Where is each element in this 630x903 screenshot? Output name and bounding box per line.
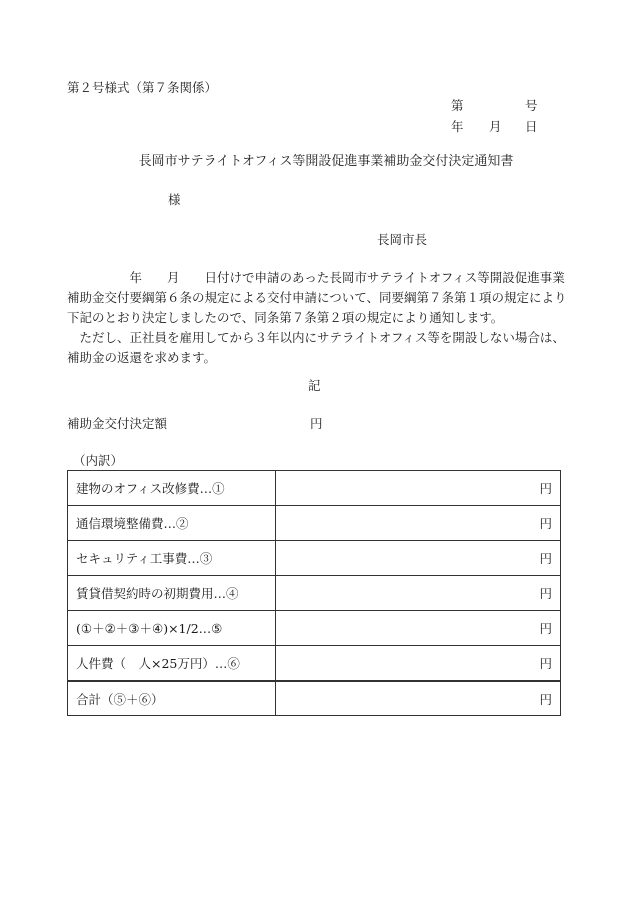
row-amount-cell: 円 (276, 506, 561, 541)
row-label: セキュリティ工事費…③ (68, 541, 276, 576)
body-paragraph-2: ただし、正社員を雇用してから３年以内にサテライトオフィス等を開設しない場合は、補助金の返還を求めます。 (67, 330, 565, 365)
sender-name: 長岡市長 (377, 232, 428, 247)
table-row (68, 576, 561, 611)
row-label: 通信環境整備費…② (68, 506, 276, 541)
table-row (68, 646, 561, 682)
date-month: 月 (489, 119, 502, 134)
breakdown-table (67, 470, 561, 716)
ki-heading: 記 (308, 378, 321, 393)
body-paragraph-1: 年 月 日付けで申請のあった長岡市サテライトオフィス等開設促進事業補助金交付要綱第６条の規定による交付申請について、同要綱第７条第１項の規定により下記のとおり決定しましたので、同条第７条第２項の規定により通知します。 (67, 270, 567, 325)
breakdown-label: （内訳） (73, 453, 124, 468)
document-title: 長岡市サテライトオフィス等開設促進事業補助金交付決定通知書 (138, 154, 514, 169)
row-label: 賃貸借契約時の初期費用…④ (68, 576, 276, 611)
form-id: 第２号様式（第７条関係） (67, 80, 218, 95)
row-label: 建物のオフィス改修費…① (68, 471, 276, 506)
table-row (68, 611, 561, 646)
total-row (68, 681, 561, 716)
notice-body (67, 268, 567, 368)
table-row (68, 506, 561, 541)
date-year: 年 (451, 119, 464, 134)
total-label: 合計（⑤＋⑥） (68, 681, 276, 716)
document-number-suffix: 号 (525, 98, 538, 113)
row-label: 人件費（ 人×25万円）…⑥ (68, 646, 276, 682)
date-day: 日 (525, 119, 538, 134)
amount-label: 補助金交付決定額 (67, 416, 168, 431)
row-amount-cell: 円 (276, 611, 561, 646)
row-amount-cell: 円 (276, 471, 561, 506)
total-amount-cell: 円 (276, 681, 561, 716)
table-row (68, 471, 561, 506)
row-amount-cell: 円 (276, 541, 561, 576)
document-number-prefix: 第 (451, 98, 464, 113)
row-amount-cell: 円 (276, 576, 561, 611)
amount-unit: 円 (310, 416, 323, 431)
addressee-honorific: 様 (168, 192, 181, 207)
row-amount-cell: 円 (276, 646, 561, 682)
row-label: (①＋②＋③＋④)×1/2…⑤ (68, 611, 276, 646)
table-row (68, 541, 561, 576)
